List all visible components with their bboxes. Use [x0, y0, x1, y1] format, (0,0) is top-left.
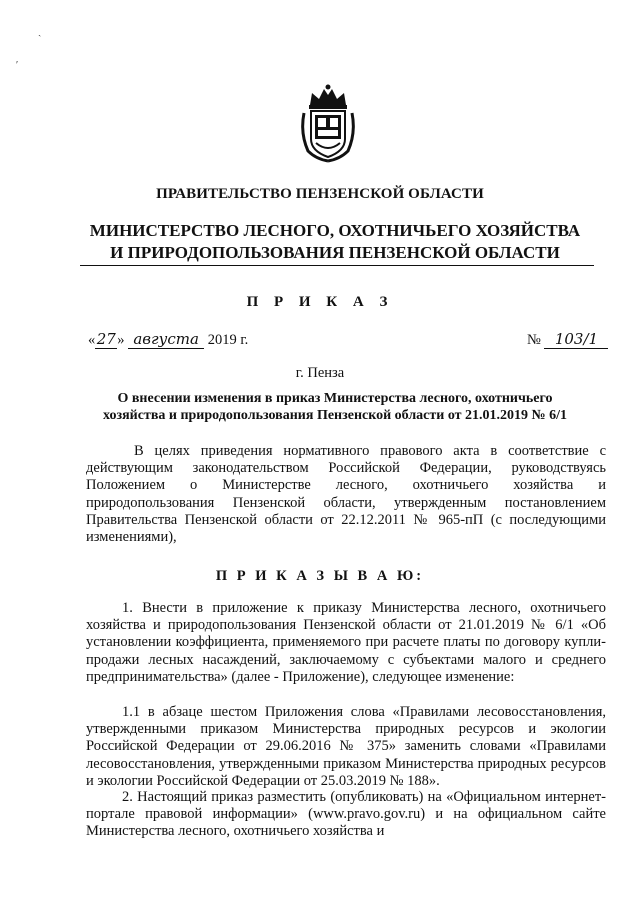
subject-line2: хозяйства и природопользования Пензенской области от 21.01.2019 № 6/1: [103, 408, 567, 423]
ministry-title-line2: И ПРИРОДОПОЛЬЗОВАНИЯ ПЕНЗЕНСКОЙ ОБЛАСТИ: [110, 243, 560, 262]
preamble-paragraph: В целях приведения нормативного правового акта в соответствие с действующим законодательством Российской Федерации, руководствуясь Положением о Министерстве лесного, охотничьего хозяйства и природопользования Пензенской области, утвержденным постановлением Правительства Пензенской области от 22.12.2011 № 965-пП (с последующими изменениями),: [86, 443, 606, 546]
city: г. Пенза: [295, 365, 345, 381]
date-year: 2019 г.: [207, 332, 249, 348]
order-number: [527, 330, 608, 349]
order-subject: [100, 390, 570, 424]
date-month: августа: [128, 330, 204, 349]
number-value: 103/1: [544, 330, 608, 349]
order-date: [88, 330, 248, 349]
scan-mark: ˏ: [38, 26, 42, 37]
date-close-quote: »: [117, 332, 125, 348]
decree-heading: П Р И К А З Ы В А Ю:: [215, 568, 425, 584]
order-title: П Р И К А З: [246, 294, 394, 310]
coat-of-arms-icon: [298, 83, 358, 163]
item-paragraph: 2. Настоящий приказ разместить (опубликовать) на «Официальном интернет-портале правовой информации» (www.pravo.gov.ru) и на официальном сайте Министерства лесного, охотничьего хозяйства и: [86, 789, 606, 840]
date-open-quote: «: [88, 332, 96, 348]
item-paragraph: 1.1 в абзаце шестом Приложения слова «Правилами лесовосстановления, утвержденными приказом Министерства природных ресурсов и экологии Российской Федерации от 29.06.2016 № 375» заменить словами «Правилами лесовосстановления, утвержденными приказом Министерства природных ресурсов и экологии Российской Федерации от 25.03.2019 № 188».: [86, 704, 606, 789]
scan-mark: ′: [16, 60, 19, 71]
ministry-title-line1: МИНИСТЕРСТВО ЛЕСНОГО, ОХОТНИЧЬЕГО ХОЗЯЙСТВА: [89, 221, 581, 240]
subject-line1: О внесении изменения в приказ Министерства лесного, охотничьего: [117, 391, 553, 406]
item-paragraph: 1. Внести в приложение к приказу Министерства лесного, охотничьего хозяйства и природопользования Пензенской области от 21.01.2019 № 6/1 «Об установлении коэффициента, применяемого при расчете платы по договору купли-продажи лесных насаждений, заключаемому с субъектами малого и среднего предпринимательства» (далее - Приложение), следующее изменение:: [86, 600, 606, 685]
date-day: 27: [96, 330, 116, 348]
header-divider: [80, 265, 594, 266]
government-title: ПРАВИТЕЛЬСТВО ПЕНЗЕНСКОЙ ОБЛАСТИ: [156, 186, 484, 202]
ministry-title: [70, 220, 600, 264]
number-label: №: [527, 332, 541, 348]
